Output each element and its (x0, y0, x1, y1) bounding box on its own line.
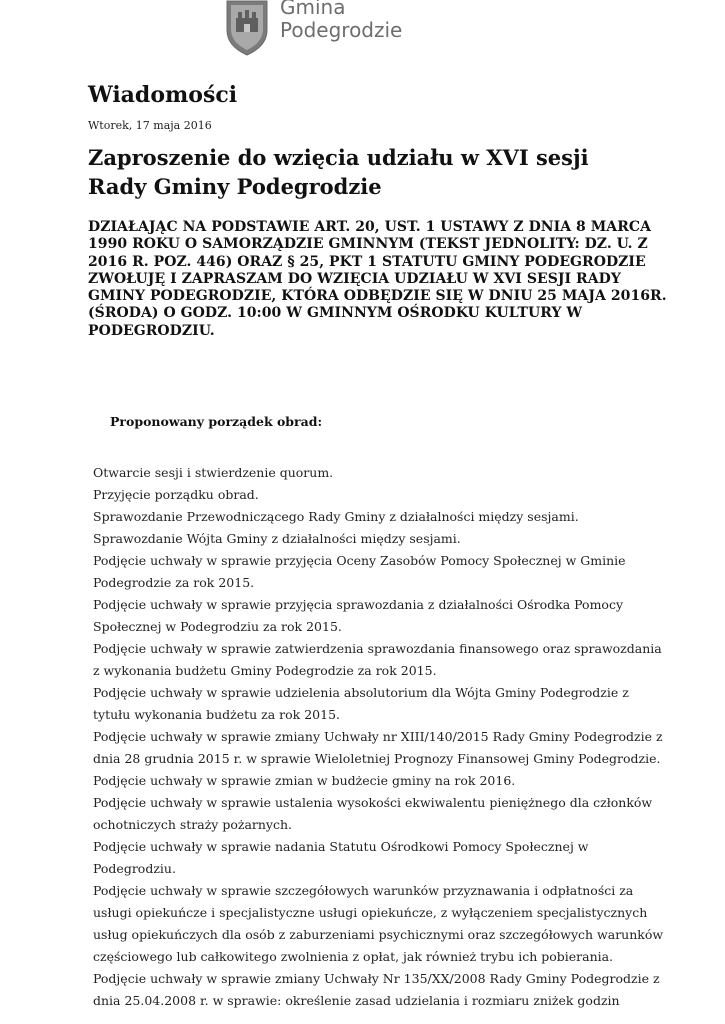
agenda-item (93, 594, 653, 638)
agenda-item (93, 726, 663, 770)
agenda-item (93, 770, 653, 792)
agenda-item-line: Podegrodziu. (93, 861, 176, 876)
agenda-item (93, 880, 664, 968)
agenda-item (93, 836, 653, 880)
agenda-item-line: Przyjęcie porządku obrad. (93, 487, 259, 502)
agenda-item-line: Sprawozdanie Wójta Gminy z działalności między sesjami. (93, 531, 461, 546)
agenda-item (93, 682, 653, 726)
agenda-heading: Proponowany porządek obrad: (110, 414, 323, 429)
agenda-item-line: Podjęcie uchwały w sprawie ustalenia wysokości ekwiwalentu pieniężnego dla członków (93, 795, 653, 810)
section-title: Wiadomości (88, 82, 238, 108)
agenda-item (93, 792, 653, 836)
lead-line: PODEGRODZIU. (88, 322, 215, 339)
agenda-item-line: częściowego lub całkowitego zwolnienia z opłat, jak również trybu ich pobierania. (93, 949, 614, 964)
agenda-item (93, 506, 653, 528)
coat-of-arms-icon[interactable] (226, 0, 268, 56)
agenda-item-line: z wykonania budżetu Gminy Podegrodzie za rok 2015. (93, 663, 437, 678)
agenda-item-line: Społecznej w Podegrodziu za rok 2015. (93, 619, 342, 634)
agenda-item-line: Otwarcie sesji i stwierdzenie quorum. (93, 465, 334, 480)
article-lead (88, 219, 667, 340)
logo-line-2: Podegrodzie (280, 18, 403, 42)
agenda-item (93, 462, 653, 484)
agenda-item-line: Podjęcie uchwały w sprawie zmian w budżecie gminy na rok 2016. (93, 773, 516, 788)
site-logo-text[interactable] (280, 0, 402, 42)
agenda-item (93, 484, 653, 506)
agenda-item-line: Podjęcie uchwały w sprawie zatwierdzenia sprawozdania finansowego oraz sprawozdania (93, 641, 662, 656)
agenda-item (93, 638, 662, 682)
agenda-item-line: dnia 25.04.2008 r. w sprawie: określenie zasad udzielania i rozmiaru zniżek godzin (93, 993, 620, 1008)
agenda-item-line: usług opiekuńczych dla osób z zaburzeniami psychicznymi oraz szczegółowych warunków (93, 927, 664, 942)
agenda-item-line: Podjęcie uchwały w sprawie udzielenia absolutorium dla Wójta Gminy Podegrodzie z (93, 685, 629, 700)
agenda-item-line: ochotniczych straży pożarnych. (93, 817, 293, 832)
agenda-item (93, 968, 660, 1012)
agenda-item-line: Podjęcie uchwały w sprawie zmiany Uchwały Nr 135/XX/2008 Rady Gminy Podegrodzie z (93, 971, 660, 986)
lead-line: 2016 R. POZ. 446) ORAZ § 25, PKT 1 STATUTU GMINY PODEGRODZIE (88, 253, 646, 270)
article-title: Zaproszenie do wzięcia udziału w XVI sesji Rady Gminy Podegrodzie (88, 145, 589, 199)
agenda-list (93, 462, 664, 1012)
lead-line: GMINY PODEGRODZIE, KTÓRA ODBĘDZIE SIĘ W DNIU 25 MAJA 2016R. (88, 288, 667, 305)
lead-line: DZIAŁAJĄC NA PODSTAWIE ART. 20, UST. 1 USTAWY Z DNIA 8 MARCA (88, 219, 652, 235)
agenda-item-line: dnia 28 grudnia 2015 r. w sprawie Wieloletniej Prognozy Finansowej Gminy Podegrodzie. (93, 751, 661, 766)
agenda-item-line: Podjęcie uchwały w sprawie szczegółowych warunków przyznawania i odpłatności za (93, 883, 634, 898)
agenda-item (93, 550, 653, 594)
agenda-item (93, 528, 653, 550)
agenda-item-line: Podjęcie uchwały w sprawie zmiany Uchwały nr XIII/140/2015 Rady Gminy Podegrodzie z (93, 729, 663, 744)
lead-line: ZWOŁUJĘ I ZAPRASZAM DO WZIĘCIA UDZIAŁU W XVI SESJI RADY (88, 270, 621, 287)
site-header (226, 0, 402, 56)
agenda-item-line: Podjęcie uchwały w sprawie nadania Statutu Ośrodkowi Pomocy Społecznej w (93, 839, 589, 854)
lead-line: (ŚRODA) O GODZ. 10:00 W GMINNYM OŚRODKU KULTURY W (88, 305, 583, 322)
agenda-item-line: Podjęcie uchwały w sprawie przyjęcia sprawozdania z działalności Ośrodka Pomocy (93, 597, 624, 612)
agenda-item-line: Podegrodzie za rok 2015. (93, 575, 255, 590)
publish-date: Wtorek, 17 maja 2016 (88, 119, 212, 132)
agenda-item-line: Podjęcie uchwały w sprawie przyjęcia Oceny Zasobów Pomocy Społecznej w Gminie (93, 553, 626, 568)
agenda-item-line: Sprawozdanie Przewodniczącego Rady Gminy z działalności między sesjami. (93, 509, 579, 524)
logo-line-1: Gmina (280, 0, 346, 19)
lead-line: 1990 ROKU O SAMORZĄDZIE GMINNYM (TEKST JEDNOLITY: DZ. U. Z (88, 236, 648, 253)
agenda-item-line: usługi opiekuńcze i specjalistyczne usługi opiekuńcze, z wyłączeniem specjalistycznych (93, 905, 648, 920)
agenda-item-line: tytułu wykonania budżetu za rok 2015. (93, 707, 341, 722)
